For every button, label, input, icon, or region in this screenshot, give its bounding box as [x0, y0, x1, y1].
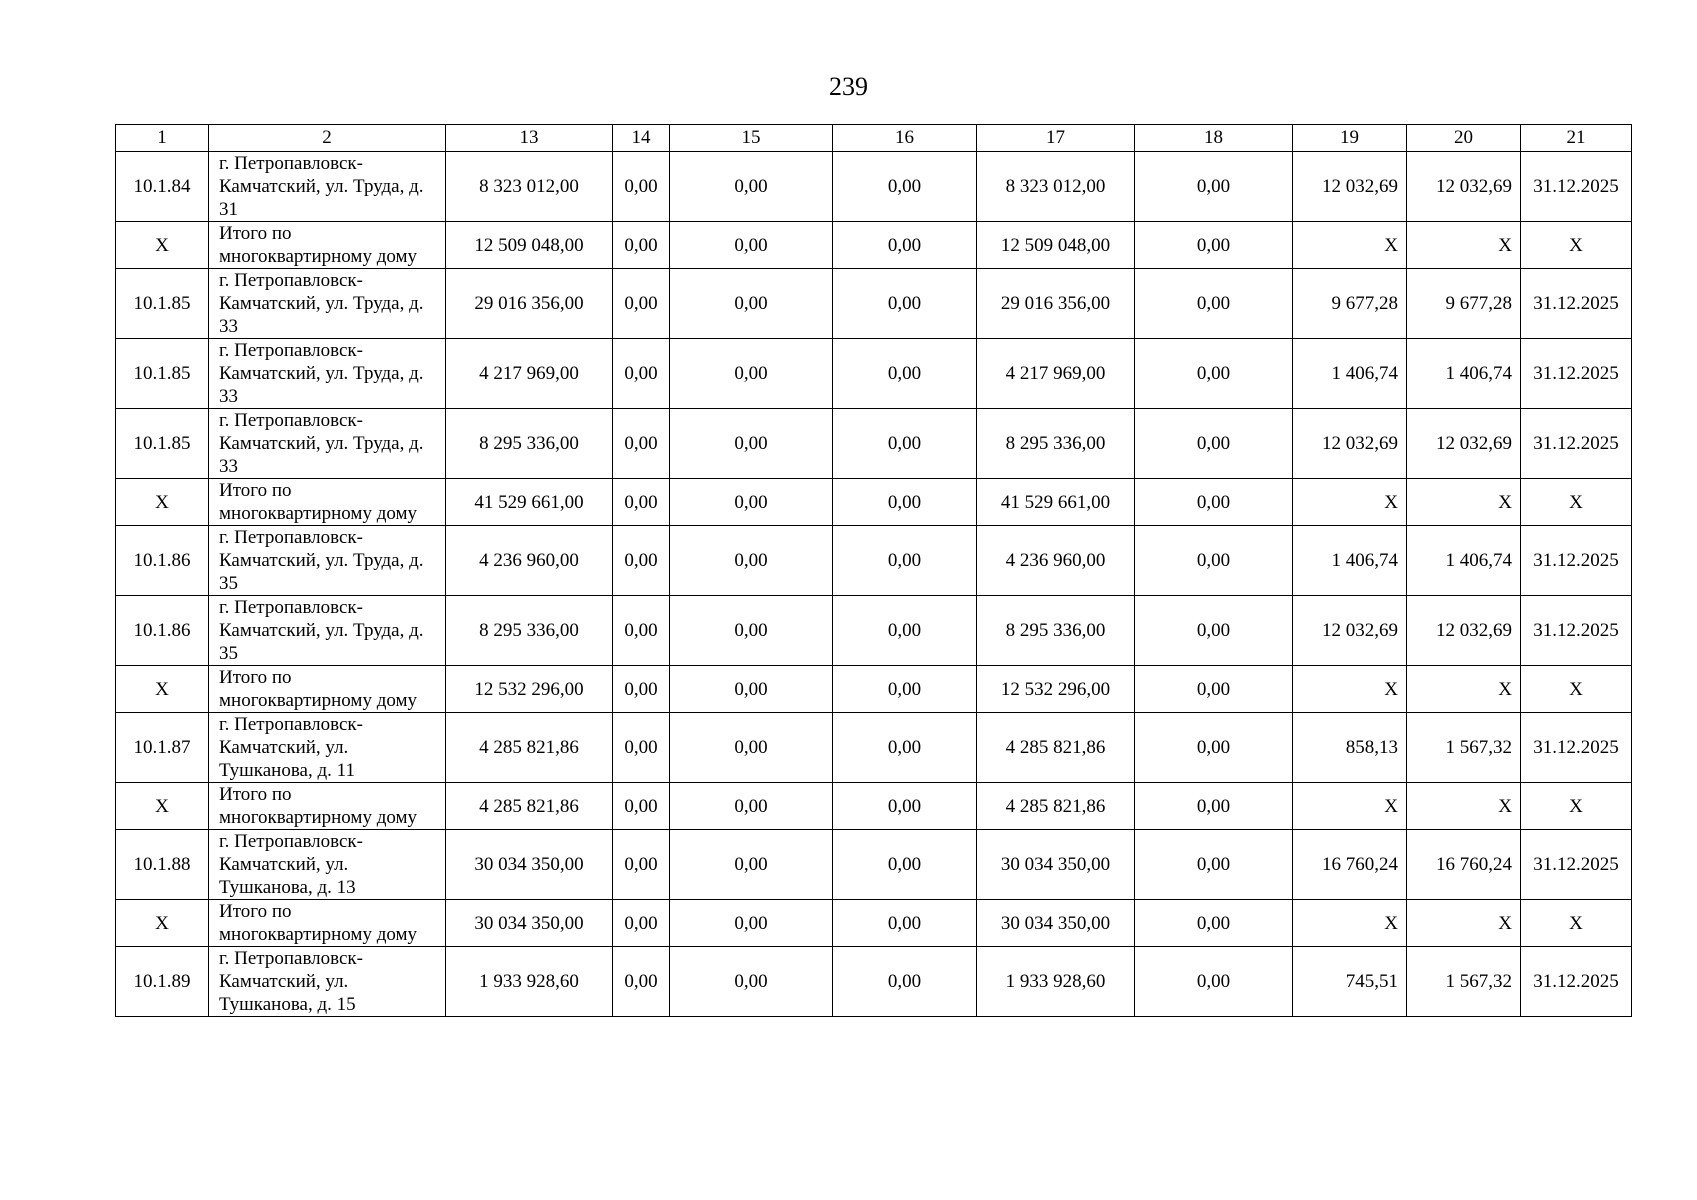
cell-col-20: 1 567,32 [1407, 713, 1521, 783]
cell-col-19: Х [1293, 222, 1407, 269]
cell-col-18: 0,00 [1135, 269, 1293, 339]
cell-address: г. Петропавловск-Камчатский, ул. Труда, д. 31 [209, 152, 446, 222]
cell-col-17: 8 295 336,00 [977, 409, 1135, 479]
cell-item-number: 10.1.86 [116, 596, 209, 666]
cell-col-17: 29 016 356,00 [977, 269, 1135, 339]
cell-col-19: 1 406,74 [1293, 526, 1407, 596]
cell-col-20: 16 760,24 [1407, 830, 1521, 900]
cell-col-19: 9 677,28 [1293, 269, 1407, 339]
cell-item-number: Х [116, 479, 209, 526]
cell-col-18: 0,00 [1135, 409, 1293, 479]
table-row [116, 713, 1632, 783]
table-row-total [116, 222, 1632, 269]
cell-col-20: Х [1407, 783, 1521, 830]
cell-col-19: Х [1293, 783, 1407, 830]
cell-address: Итого по многоквартирному дому [209, 479, 446, 526]
cell-col-16: 0,00 [833, 596, 977, 666]
table-body [116, 152, 1632, 1017]
cell-item-number: Х [116, 783, 209, 830]
cell-col-13: 8 295 336,00 [446, 596, 613, 666]
cell-col-17: 30 034 350,00 [977, 830, 1135, 900]
data-table [115, 124, 1632, 1017]
cell-col-17: 41 529 661,00 [977, 479, 1135, 526]
cell-col-14: 0,00 [613, 830, 670, 900]
cell-col-13: 12 509 048,00 [446, 222, 613, 269]
cell-col-17: 30 034 350,00 [977, 900, 1135, 947]
cell-col-19: Х [1293, 479, 1407, 526]
cell-col-16: 0,00 [833, 713, 977, 783]
cell-item-number: 10.1.87 [116, 713, 209, 783]
page-number: 239 [829, 72, 868, 101]
cell-col-13: 1 933 928,60 [446, 947, 613, 1017]
table-row-total [116, 783, 1632, 830]
cell-col-21: 31.12.2025 [1521, 339, 1632, 409]
cell-address: г. Петропавловск-Камчатский, ул. Труда, д. 33 [209, 409, 446, 479]
cell-col-21: 31.12.2025 [1521, 596, 1632, 666]
cell-col-21: Х [1521, 900, 1632, 947]
cell-col-15: 0,00 [670, 596, 833, 666]
cell-item-number: 10.1.84 [116, 152, 209, 222]
cell-col-14: 0,00 [613, 479, 670, 526]
cell-col-16: 0,00 [833, 666, 977, 713]
table-row-total [116, 479, 1632, 526]
cell-col-13: 30 034 350,00 [446, 900, 613, 947]
cell-col-17: 4 285 821,86 [977, 713, 1135, 783]
cell-col-17: 1 933 928,60 [977, 947, 1135, 1017]
cell-col-15: 0,00 [670, 713, 833, 783]
cell-col-15: 0,00 [670, 152, 833, 222]
cell-item-number: Х [116, 666, 209, 713]
cell-col-13: 29 016 356,00 [446, 269, 613, 339]
cell-col-15: 0,00 [670, 269, 833, 339]
table-row [116, 830, 1632, 900]
cell-col-20: Х [1407, 900, 1521, 947]
cell-col-18: 0,00 [1135, 526, 1293, 596]
cell-col-19: 858,13 [1293, 713, 1407, 783]
cell-col-16: 0,00 [833, 269, 977, 339]
cell-col-17: 4 285 821,86 [977, 783, 1135, 830]
table-row [116, 409, 1632, 479]
cell-col-15: 0,00 [670, 222, 833, 269]
table-row-total [116, 900, 1632, 947]
cell-col-19: 745,51 [1293, 947, 1407, 1017]
cell-col-14: 0,00 [613, 526, 670, 596]
cell-col-18: 0,00 [1135, 152, 1293, 222]
cell-col-18: 0,00 [1135, 947, 1293, 1017]
cell-col-16: 0,00 [833, 947, 977, 1017]
cell-col-21: Х [1521, 783, 1632, 830]
column-header: 2 [209, 125, 446, 152]
column-header: 21 [1521, 125, 1632, 152]
cell-col-16: 0,00 [833, 526, 977, 596]
cell-col-14: 0,00 [613, 666, 670, 713]
cell-col-17: 8 295 336,00 [977, 596, 1135, 666]
cell-col-15: 0,00 [670, 783, 833, 830]
cell-col-16: 0,00 [833, 479, 977, 526]
cell-col-14: 0,00 [613, 783, 670, 830]
cell-col-13: 8 323 012,00 [446, 152, 613, 222]
cell-col-21: 31.12.2025 [1521, 526, 1632, 596]
column-header: 19 [1293, 125, 1407, 152]
cell-col-14: 0,00 [613, 152, 670, 222]
cell-col-14: 0,00 [613, 269, 670, 339]
cell-col-20: 12 032,69 [1407, 409, 1521, 479]
cell-col-15: 0,00 [670, 830, 833, 900]
column-header: 13 [446, 125, 613, 152]
cell-col-16: 0,00 [833, 339, 977, 409]
table-header [116, 125, 1632, 152]
cell-item-number: 10.1.89 [116, 947, 209, 1017]
cell-col-17: 12 532 296,00 [977, 666, 1135, 713]
cell-address: Итого по многоквартирному дому [209, 666, 446, 713]
cell-col-13: 4 236 960,00 [446, 526, 613, 596]
cell-address: Итого по многоквартирному дому [209, 783, 446, 830]
cell-col-21: 31.12.2025 [1521, 269, 1632, 339]
cell-col-19: Х [1293, 666, 1407, 713]
cell-col-15: 0,00 [670, 479, 833, 526]
column-header: 18 [1135, 125, 1293, 152]
cell-col-19: 1 406,74 [1293, 339, 1407, 409]
table-row-total [116, 666, 1632, 713]
cell-address: Итого по многоквартирному дому [209, 900, 446, 947]
cell-col-21: 31.12.2025 [1521, 830, 1632, 900]
cell-address: г. Петропавловск-Камчатский, ул. Труда, д. 33 [209, 339, 446, 409]
cell-address: г. Петропавловск-Камчатский, ул. Тушканова, д. 15 [209, 947, 446, 1017]
cell-col-13: 4 285 821,86 [446, 783, 613, 830]
cell-col-16: 0,00 [833, 152, 977, 222]
cell-item-number: 10.1.85 [116, 339, 209, 409]
cell-col-20: Х [1407, 666, 1521, 713]
table-row [116, 526, 1632, 596]
table-row [116, 269, 1632, 339]
cell-item-number: 10.1.85 [116, 269, 209, 339]
column-header: 17 [977, 125, 1135, 152]
cell-col-14: 0,00 [613, 222, 670, 269]
cell-col-21: 31.12.2025 [1521, 409, 1632, 479]
cell-item-number: Х [116, 222, 209, 269]
cell-col-14: 0,00 [613, 900, 670, 947]
cell-item-number: 10.1.85 [116, 409, 209, 479]
cell-col-19: 16 760,24 [1293, 830, 1407, 900]
cell-col-18: 0,00 [1135, 596, 1293, 666]
cell-address: г. Петропавловск-Камчатский, ул. Тушканова, д. 11 [209, 713, 446, 783]
column-header: 16 [833, 125, 977, 152]
cell-col-13: 12 532 296,00 [446, 666, 613, 713]
cell-col-19: 12 032,69 [1293, 152, 1407, 222]
cell-item-number: 10.1.86 [116, 526, 209, 596]
cell-col-16: 0,00 [833, 222, 977, 269]
cell-col-20: Х [1407, 479, 1521, 526]
cell-col-20: 9 677,28 [1407, 269, 1521, 339]
cell-col-13: 4 285 821,86 [446, 713, 613, 783]
cell-col-16: 0,00 [833, 409, 977, 479]
cell-col-13: 30 034 350,00 [446, 830, 613, 900]
cell-address: Итого по многоквартирному дому [209, 222, 446, 269]
cell-item-number: 10.1.88 [116, 830, 209, 900]
cell-col-21: Х [1521, 479, 1632, 526]
cell-col-18: 0,00 [1135, 339, 1293, 409]
cell-col-21: 31.12.2025 [1521, 947, 1632, 1017]
cell-item-number: Х [116, 900, 209, 947]
cell-address: г. Петропавловск-Камчатский, ул. Труда, д. 35 [209, 526, 446, 596]
cell-col-17: 4 217 969,00 [977, 339, 1135, 409]
cell-col-19: 12 032,69 [1293, 409, 1407, 479]
column-header: 15 [670, 125, 833, 152]
cell-col-17: 4 236 960,00 [977, 526, 1135, 596]
cell-col-19: Х [1293, 900, 1407, 947]
cell-col-16: 0,00 [833, 830, 977, 900]
cell-col-18: 0,00 [1135, 783, 1293, 830]
cell-address: г. Петропавловск-Камчатский, ул. Труда, д. 35 [209, 596, 446, 666]
cell-col-21: Х [1521, 666, 1632, 713]
cell-col-20: 1 406,74 [1407, 526, 1521, 596]
cell-col-21: 31.12.2025 [1521, 152, 1632, 222]
cell-col-15: 0,00 [670, 666, 833, 713]
column-header: 20 [1407, 125, 1521, 152]
cell-col-14: 0,00 [613, 947, 670, 1017]
cell-col-13: 41 529 661,00 [446, 479, 613, 526]
cell-col-21: 31.12.2025 [1521, 713, 1632, 783]
cell-col-18: 0,00 [1135, 479, 1293, 526]
cell-col-20: 1 406,74 [1407, 339, 1521, 409]
cell-col-17: 12 509 048,00 [977, 222, 1135, 269]
cell-col-15: 0,00 [670, 526, 833, 596]
cell-address: г. Петропавловск-Камчатский, ул. Тушканова, д. 13 [209, 830, 446, 900]
column-header: 1 [116, 125, 209, 152]
cell-col-18: 0,00 [1135, 830, 1293, 900]
table-row [116, 596, 1632, 666]
cell-col-16: 0,00 [833, 900, 977, 947]
cell-col-14: 0,00 [613, 339, 670, 409]
table-row [116, 339, 1632, 409]
cell-col-16: 0,00 [833, 783, 977, 830]
cell-col-18: 0,00 [1135, 900, 1293, 947]
header-row [116, 125, 1632, 152]
cell-col-19: 12 032,69 [1293, 596, 1407, 666]
cell-col-20: Х [1407, 222, 1521, 269]
table-row [116, 947, 1632, 1017]
cell-col-20: 1 567,32 [1407, 947, 1521, 1017]
cell-col-15: 0,00 [670, 947, 833, 1017]
table-row [116, 152, 1632, 222]
cell-col-21: Х [1521, 222, 1632, 269]
cell-col-15: 0,00 [670, 900, 833, 947]
cell-col-15: 0,00 [670, 339, 833, 409]
cell-col-18: 0,00 [1135, 666, 1293, 713]
column-header: 14 [613, 125, 670, 152]
cell-col-17: 8 323 012,00 [977, 152, 1135, 222]
cell-col-18: 0,00 [1135, 222, 1293, 269]
cell-col-13: 4 217 969,00 [446, 339, 613, 409]
cell-col-20: 12 032,69 [1407, 152, 1521, 222]
cell-col-14: 0,00 [613, 409, 670, 479]
cell-col-14: 0,00 [613, 713, 670, 783]
cell-col-20: 12 032,69 [1407, 596, 1521, 666]
cell-col-18: 0,00 [1135, 713, 1293, 783]
cell-col-14: 0,00 [613, 596, 670, 666]
cell-address: г. Петропавловск-Камчатский, ул. Труда, д. 33 [209, 269, 446, 339]
cell-col-13: 8 295 336,00 [446, 409, 613, 479]
cell-col-15: 0,00 [670, 409, 833, 479]
